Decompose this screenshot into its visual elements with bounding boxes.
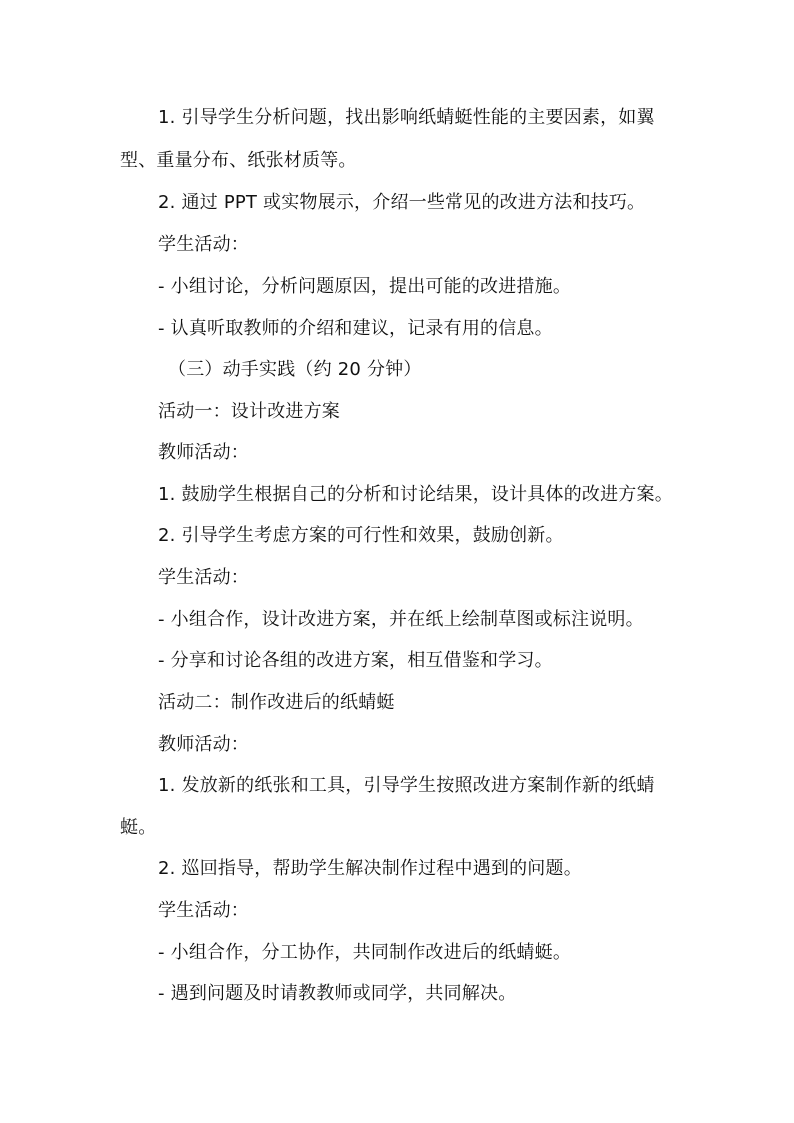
paragraph-line-5: 2. 引导学生考虑方案的可行性和效果，鼓励创新。 <box>158 525 564 546</box>
list-item-2: - 认真听取教师的介绍和建议，记录有用的信息。 <box>158 318 553 339</box>
list-item-3: - 小组合作，设计改进方案，并在纸上绘制草图或标注说明。 <box>158 609 644 630</box>
student-activity-heading-3: 学生活动： <box>158 900 249 921</box>
paragraph-line-6: 1. 发放新的纸张和工具，引导学生按照改进方案制作新的纸蜻 <box>158 775 655 796</box>
list-item-4: - 分享和讨论各组的改进方案，相互借鉴和学习。 <box>158 650 553 671</box>
paragraph-line-7: 蜓。 <box>120 817 157 838</box>
list-item-1: - 小组讨论，分析问题原因，提出可能的改进措施。 <box>158 276 572 297</box>
paragraph-line-1: 1. 引导学生分析问题，找出影响纸蜻蜓性能的主要因素，如翼 <box>158 107 655 128</box>
student-activity-heading-1: 学生活动： <box>158 234 249 255</box>
list-item-5: - 小组合作，分工协作，共同制作改进后的纸蜻蜓。 <box>158 942 572 963</box>
paragraph-line-3: 2. 通过 PPT 或实物展示，介绍一些常见的改进方法和技巧。 <box>158 192 646 213</box>
activity-heading-1: 活动一：设计改进方案 <box>158 401 340 422</box>
paragraph-line-4: 1. 鼓励学生根据自己的分析和讨论结果，设计具体的改进方案。 <box>158 484 673 505</box>
activity-heading-2: 活动二：制作改进后的纸蜻蜓 <box>158 692 395 713</box>
student-activity-heading-2: 学生活动： <box>158 567 249 588</box>
teacher-activity-heading-1: 教师活动： <box>158 442 249 463</box>
paragraph-line-8: 2. 巡回指导，帮助学生解决制作过程中遇到的问题。 <box>158 858 582 879</box>
section-heading: （三）动手实践（约 20 分钟） <box>168 359 422 380</box>
paragraph-line-2: 型、重量分布、纸张材质等。 <box>120 150 357 171</box>
teacher-activity-heading-2: 教师活动： <box>158 734 249 755</box>
list-item-6: - 遇到问题及时请教教师或同学，共同解决。 <box>158 983 517 1004</box>
